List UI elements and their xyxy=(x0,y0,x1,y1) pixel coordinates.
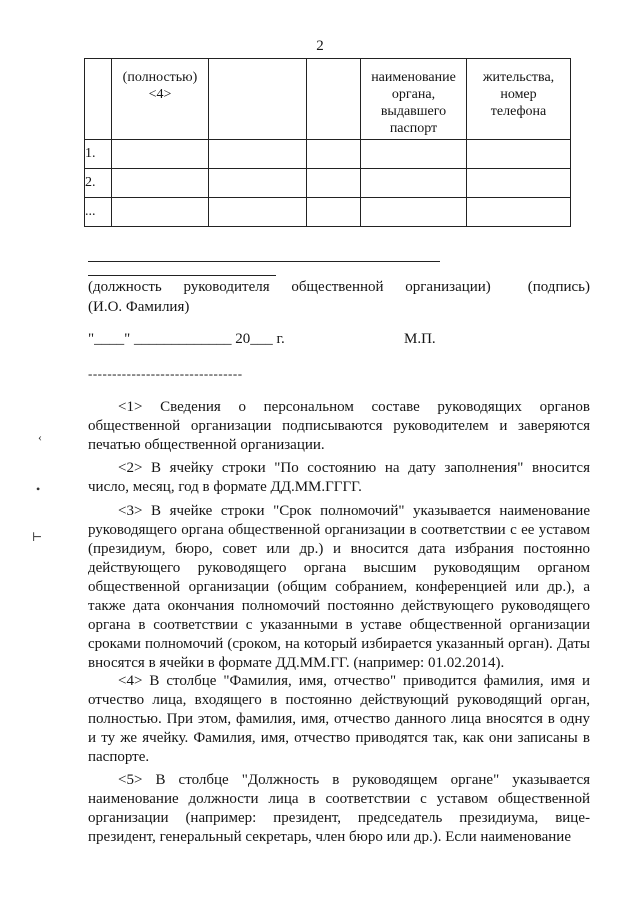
table-cell xyxy=(467,198,571,227)
footnote-5: <5> В столбце "Должность в руководящем органе" указывается наименование должности лица в соответствии с уставом общественной организации (например: президент, председатель президиума, вице-президент, генеральный секретарь, член бюро или др.). Если наименование xyxy=(88,772,590,845)
header-cell xyxy=(307,59,361,140)
table-header-row xyxy=(85,59,571,140)
table-cell xyxy=(209,140,307,169)
header-cell-residence-phone: жительства, номер телефона xyxy=(467,59,571,140)
table-cell xyxy=(361,198,467,227)
table-cell xyxy=(467,140,571,169)
footnote-1: <1> Сведения о персональном составе руководящих органов общественной организации подписываются руководителем и заверяются печатью общественной организации. xyxy=(88,399,590,453)
stamp-label: М.П. xyxy=(404,331,436,347)
table-row xyxy=(85,169,571,198)
table-cell xyxy=(307,198,361,227)
table-cell xyxy=(209,198,307,227)
table-row xyxy=(85,198,571,227)
signature-labels-row xyxy=(88,279,590,296)
header-cell xyxy=(85,59,112,140)
table-cell xyxy=(112,198,209,227)
footnote-2: <2> В ячейку строки "По состоянию на дату заполнения" вносится число, месяц, год в формате ДД.ММ.ГГГГ. xyxy=(88,460,590,495)
margin-mark: ⊢ xyxy=(32,530,43,544)
row-number: ... xyxy=(85,198,112,227)
margin-mark: ‹ xyxy=(38,430,42,444)
signature-line-top xyxy=(88,261,440,262)
table-cell xyxy=(467,169,571,198)
table-row xyxy=(85,140,571,169)
header-cell xyxy=(209,59,307,140)
page-number: 2 xyxy=(316,38,324,54)
signature-label: (подпись) xyxy=(527,279,590,295)
table-cell xyxy=(112,169,209,198)
table-cell xyxy=(361,169,467,198)
table-cell xyxy=(307,169,361,198)
footnote-3: <3> В ячейке строки "Срок полномочий" указывается наименование руководящего органа общественной организации в соответствии с ее уставом (президиум, бюро, совет или др.) и вносится дата избрания постоянно действующего руководящего органа высшим руководящим органом общественной организации (общим собранием, конференцией или др.), а также дата окончания полномочий постоянно действующего руководящего органа в соответствии с указанными в уставе общественной организации сроками полномочий (сроком, на который избирается указанный орган). Даты вносятся в ячейки в формате ДД.ММ.ГГ. (например: 01.02.2014). xyxy=(88,503,590,671)
table-cell xyxy=(209,169,307,198)
date-line: "____" _____________ 20___ г. xyxy=(88,331,285,347)
name-label: (И.О. Фамилия) xyxy=(88,299,190,315)
staff-table xyxy=(84,58,571,227)
row-number: 1. xyxy=(85,140,112,169)
table-cell xyxy=(112,140,209,169)
margin-mark: • xyxy=(36,482,41,496)
signature-line-position xyxy=(88,275,276,276)
header-cell-passport-issuer: наименование органа, выдавшего паспорт xyxy=(361,59,467,140)
footnote-4: <4> В столбце "Фамилия, имя, отчество" приводится фамилия, имя и отчество лица, входящего в постоянно действующий руководящий орган, полностью. При этом, фамилия, имя, отчество данного лица вносятся в одну и ту же ячейку. Фамилия, имя, отчество приводятся так, как они записаны в паспорте. xyxy=(88,673,590,765)
header-cell-name: (полностью) <4> xyxy=(112,59,209,140)
footnote-separator: -------------------------------- xyxy=(88,366,243,381)
row-number: 2. xyxy=(85,169,112,198)
table-cell xyxy=(307,140,361,169)
table-cell xyxy=(361,140,467,169)
position-label: (должность руководителя общественной организации) xyxy=(88,279,491,295)
